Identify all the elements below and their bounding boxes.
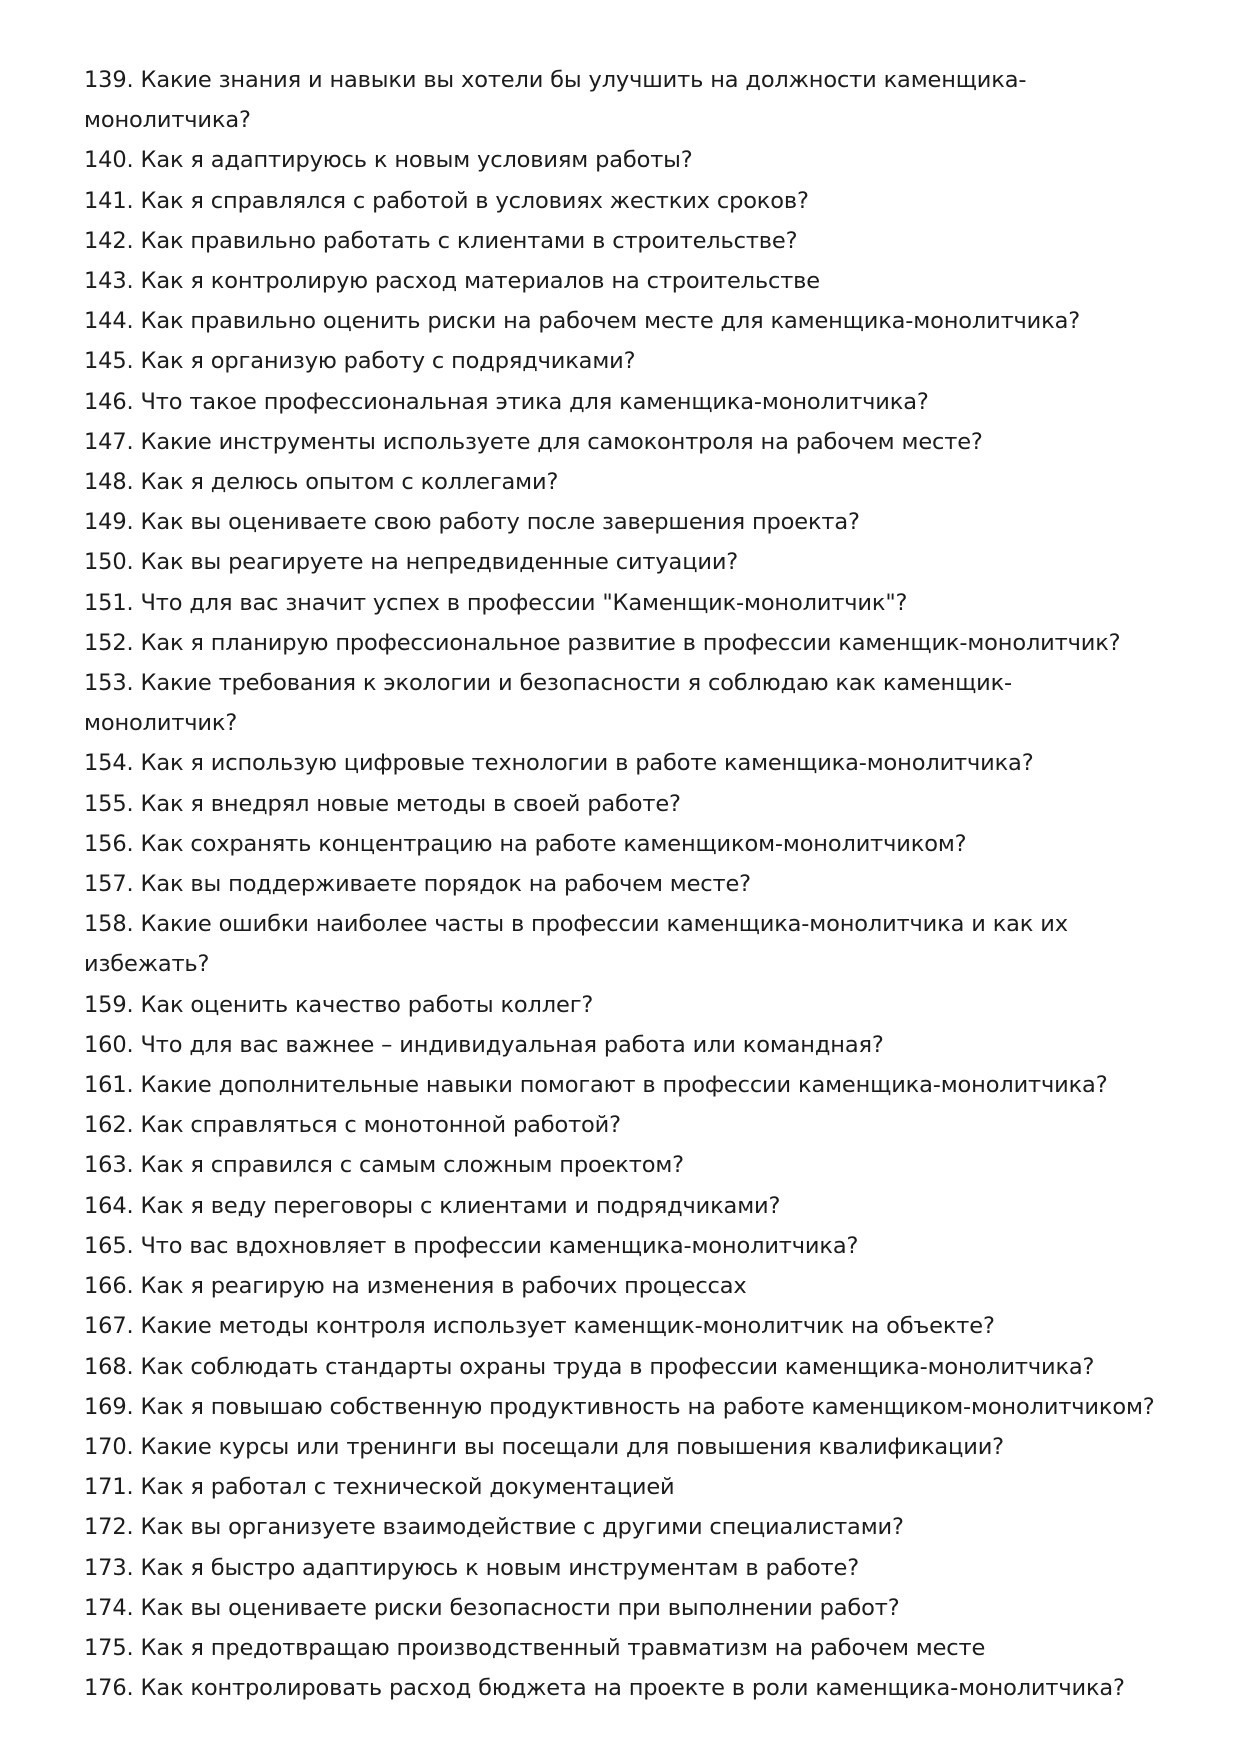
question-169: 169. Как я повышаю собственную продуктивность на работе каменщиком-монолитчиком?: [84, 1393, 1155, 1420]
question-173: 173. Как я быстро адаптируюсь к новым инструментам в работе?: [84, 1554, 859, 1581]
question-152: 152. Как я планирую профессиональное развитие в профессии каменщик-монолитчик?: [84, 629, 1121, 656]
question-164: 164. Как я веду переговоры с клиентами и подрядчиками?: [84, 1192, 781, 1219]
question-151: 151. Что для вас значит успех в профессии "Каменщик-монолитчик"?: [84, 589, 908, 616]
question-174: 174. Как вы оцениваете риски безопасности при выполнении работ?: [84, 1594, 900, 1621]
question-143: 143. Как я контролирую расход материалов на строительстве: [84, 268, 820, 295]
question-162: 162. Как справляться с монотонной работой?: [84, 1112, 621, 1139]
question-159: 159. Как оценить качество работы коллег?: [84, 991, 594, 1018]
question-176: 176. Как контролировать расход бюджета на проекте в роли каменщика-монолитчика?: [84, 1675, 1125, 1702]
question-146: 146. Что такое профессиональная этика для каменщика-монолитчика?: [84, 388, 929, 415]
question-139: 139. Какие знания и навыки вы хотели бы улучшить на должности каменщика-монолитчика?: [84, 67, 1027, 134]
question-141: 141. Как я справлялся с работой в условиях жестких сроков?: [84, 187, 809, 214]
question-170: 170. Какие курсы или тренинги вы посещали для повышения квалификации?: [84, 1433, 1004, 1460]
question-149: 149. Как вы оцениваете свою работу после завершения проекта?: [84, 509, 860, 536]
question-153: 153. Какие требования к экологии и безопасности я соблюдаю как каменщик-монолитчик?: [84, 670, 1013, 737]
question-165: 165. Что вас вдохновляет в профессии каменщика-монолитчика?: [84, 1232, 859, 1259]
question-163: 163. Как я справился с самым сложным проектом?: [84, 1152, 684, 1179]
question-156: 156. Как сохранять концентрацию на работе каменщиком-монолитчиком?: [84, 830, 967, 857]
question-147: 147. Какие инструменты используете для самоконтроля на рабочем месте?: [84, 428, 983, 455]
question-155: 155. Как я внедрял новые методы в своей работе?: [84, 790, 681, 817]
question-166: 166. Как я реагирую на изменения в рабочих процессах: [84, 1273, 747, 1300]
question-145: 145. Как я организую работу с подрядчиками?: [84, 348, 636, 375]
question-144: 144. Как правильно оценить риски на рабочем месте для каменщика-монолитчика?: [84, 308, 1081, 335]
question-168: 168. Как соблюдать стандарты охраны труда в профессии каменщика-монолитчика?: [84, 1353, 1095, 1380]
document-page: [84, 60, 1164, 1708]
question-171: 171. Как я работал с технической документацией: [84, 1474, 675, 1501]
question-158: 158. Какие ошибки наиболее часты в профессии каменщика-монолитчика и как их избежать?: [84, 911, 1068, 978]
question-161: 161. Какие дополнительные навыки помогают в профессии каменщика-монолитчика?: [84, 1072, 1108, 1099]
question-157: 157. Как вы поддерживаете порядок на рабочем месте?: [84, 871, 751, 898]
question-172: 172. Как вы организуете взаимодействие с другими специалистами?: [84, 1514, 904, 1541]
question-167: 167. Какие методы контроля использует каменщик-монолитчик на объекте?: [84, 1313, 995, 1340]
question-140: 140. Как я адаптируюсь к новым условиям работы?: [84, 147, 693, 174]
question-list: [84, 60, 1164, 1708]
question-175: 175. Как я предотвращаю производственный травматизм на рабочем месте: [84, 1634, 986, 1661]
question-142: 142. Как правильно работать с клиентами в строительстве?: [84, 227, 798, 254]
question-154: 154. Как я использую цифровые технологии в работе каменщика-монолитчика?: [84, 750, 1034, 777]
question-160: 160. Что для вас важнее – индивидуальная работа или командная?: [84, 1031, 884, 1058]
question-148: 148. Как я делюсь опытом с коллегами?: [84, 469, 559, 496]
question-150: 150. Как вы реагируете на непредвиденные ситуации?: [84, 549, 739, 576]
